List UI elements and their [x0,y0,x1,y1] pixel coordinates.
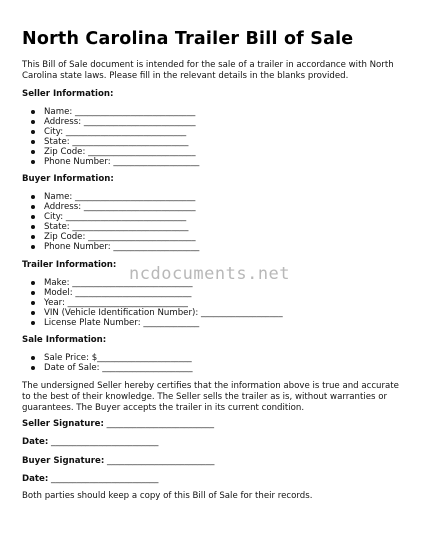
seller-address-field: Address: __________________________ [22,117,199,127]
intro-paragraph: This Bill of Sale document is intended for the sale of a trailer in accordance with North Carolina state laws. Please fill in the relevant details in the blanks provided. [22,60,394,81]
trailer-make-field: Make: ____________________________ [22,278,283,288]
sale-price-field: Sale Price: $______________________ [22,353,193,363]
seller-phone-field: Phone Number: ____________________ [22,157,199,167]
seller-signature-line [22,419,214,429]
watermark: ncdocuments.net [129,264,291,284]
certification-paragraph: The undersigned Seller hereby certifies that the information above is true and accurate to the best of their knowledge. The Seller sells the trailer as is, without warranties or guarantees. The Buyer accepts the trailer in its current condition. [22,381,399,413]
sale-date-field: Date of Sale: _____________________ [22,363,193,373]
seller-date-blank: _________________________ [51,437,159,447]
seller-name-field: Name: ____________________________ [22,107,199,117]
buyer-date-line [22,474,158,484]
buyer-signature-label: Buyer Signature: [22,456,105,466]
trailer-vin-field: VIN (Vehicle Identification Number): ___________________ [22,308,283,318]
buyer-date-blank: _________________________ [51,474,159,484]
trailer-field-list [22,278,283,328]
buyer-city-field: City: ____________________________ [22,212,199,222]
sale-heading: Sale Information: [22,335,107,345]
buyer-signature-line [22,456,214,466]
seller-date-label: Date: [22,437,49,447]
trailer-model-field: Model: ___________________________ [22,288,283,298]
buyer-heading: Buyer Information: [22,174,114,184]
seller-city-field: City: ____________________________ [22,127,199,137]
seller-signature-blank: _________________________ [106,419,215,429]
seller-state-field: State: ___________________________ [22,137,199,147]
buyer-signature-blank: _________________________ [107,456,215,466]
document-title: North Carolina Trailer Bill of Sale [22,29,354,49]
buyer-phone-field: Phone Number: ____________________ [22,242,199,252]
seller-field-list [22,107,199,167]
seller-signature-label: Seller Signature: [22,419,104,429]
trailer-plate-field: License Plate Number: _____________ [22,318,283,328]
trailer-year-field: Year: ____________________________ [22,298,283,308]
sale-field-list [22,353,193,373]
seller-heading: Seller Information: [22,89,114,99]
buyer-zip-field: Zip Code: _________________________ [22,232,199,242]
trailer-heading: Trailer Information: [22,260,117,270]
buyer-address-field: Address: __________________________ [22,202,199,212]
footer-note: Both parties should keep a copy of this Bill of Sale for their records. [22,491,313,501]
seller-date-line [22,437,158,447]
buyer-date-label: Date: [22,474,49,484]
buyer-state-field: State: ___________________________ [22,222,199,232]
buyer-name-field: Name: ____________________________ [22,192,199,202]
seller-zip-field: Zip Code: _________________________ [22,147,199,157]
buyer-field-list [22,192,199,252]
